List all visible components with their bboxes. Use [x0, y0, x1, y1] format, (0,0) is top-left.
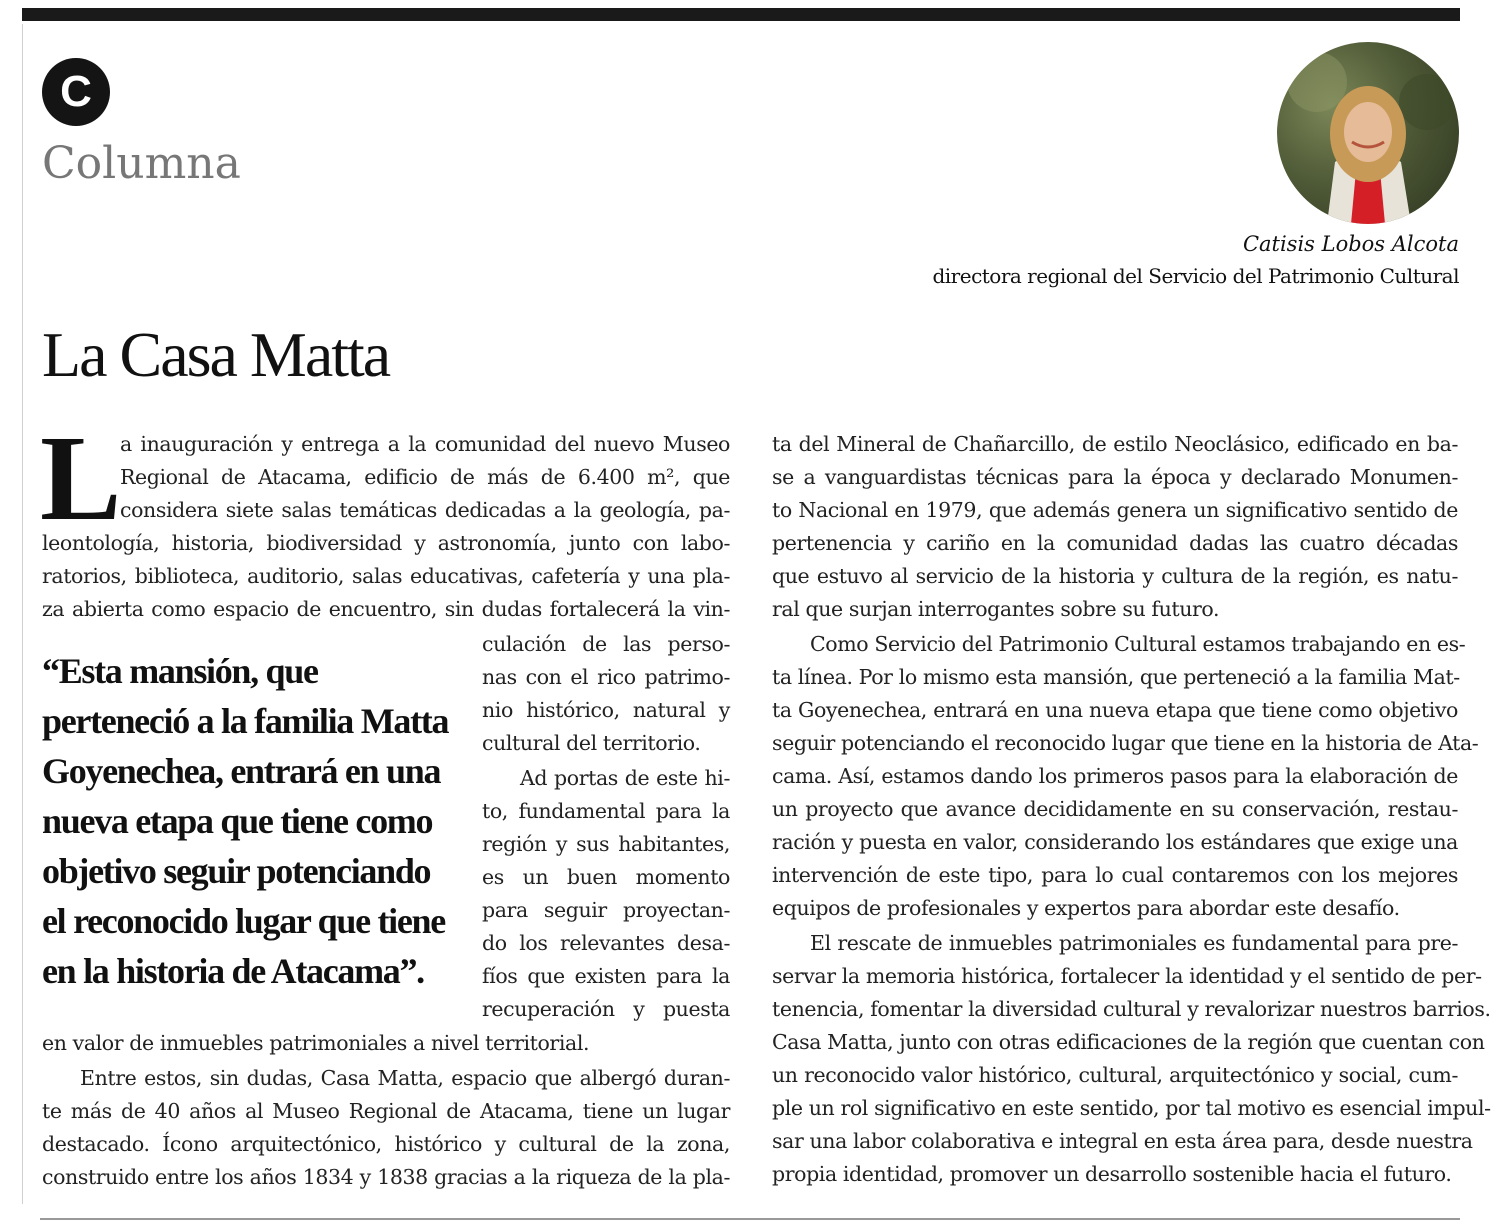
- bottom-rule: [40, 1218, 1460, 1220]
- text-line: cama. Así, estamos dando los primeros pasos para la elaboración de: [772, 764, 1458, 788]
- text-line: Casa Matta, junto con otras edificaciones de la región que cuentan con: [772, 1030, 1485, 1054]
- text-line: destacado. Ícono arquitectónico, histórico y cultural de la zona,: [42, 1132, 730, 1156]
- drop-cap: L: [40, 411, 122, 546]
- pull-quote-line: en la historia de Atacama”.: [42, 951, 424, 991]
- text-line: ta del Mineral de Chañarcillo, de estilo Neoclásico, edificado en ba-: [772, 432, 1458, 456]
- pull-quote-line: perteneció a la familia Matta: [42, 701, 449, 741]
- text-line: ral que surjan interrogantes sobre su futuro.: [772, 597, 1220, 621]
- text-line: ta línea. Por lo mismo esta mansión, que perteneció a la familia Mat-: [772, 665, 1460, 689]
- text-line: construido entre los años 1834 y 1838 gracias a la riqueza de la pla-: [42, 1165, 730, 1189]
- text-line: Como Servicio del Patrimonio Cultural estamos trabajando en es-: [810, 632, 1466, 656]
- text-line: za abierta como espacio de encuentro, sin dudas fortalecerá la vin-: [42, 597, 730, 621]
- text-line: ración y puesta en valor, considerando los estándares que exige una: [772, 830, 1458, 854]
- text-line: to, fundamental para la: [482, 799, 730, 823]
- text-line: fíos que existen para la: [482, 964, 730, 988]
- pull-quote-line: el reconocido lugar que tiene: [42, 901, 445, 941]
- pull-quote-line: nueva etapa que tiene como: [42, 801, 433, 841]
- text-line: culación de las perso-: [482, 632, 730, 656]
- text-line: región y sus habitantes,: [482, 832, 730, 856]
- text-line: pertenencia y cariño en la comunidad dadas las cuatro décadas: [772, 531, 1458, 555]
- text-line: servar la memoria histórica, fortalecer la identidad y el sentido de per-: [772, 964, 1482, 988]
- text-line: ratorios, biblioteca, auditorio, salas educativas, cafetería y una pla-: [42, 564, 730, 588]
- text-line: te más de 40 años al Museo Regional de Atacama, tiene un lugar: [42, 1099, 730, 1123]
- text-line: seguir potenciando el reconocido lugar que tiene en la historia de Ata-: [772, 731, 1479, 755]
- text-line: para seguir proyectan-: [482, 898, 730, 922]
- text-line: es un buen momento: [482, 865, 730, 889]
- text-line: tenencia, fomentar la diversidad cultural y revalorizar nuestros barrios.: [772, 997, 1491, 1021]
- author-name: Catisis Lobos Alcota: [1242, 232, 1459, 256]
- text-line: equipos de profesionales y expertos para abordar este desafío.: [772, 896, 1400, 920]
- text-line: un proyecto que avance decididamente en su conservación, restau-: [772, 797, 1458, 821]
- top-rule: [22, 8, 1460, 21]
- text-line: El rescate de inmuebles patrimoniales es fundamental para pre-: [810, 931, 1458, 955]
- author-photo: [1277, 42, 1459, 224]
- text-line: to Nacional en 1979, que además genera un significativo sentido de: [772, 498, 1458, 522]
- text-line: un reconocido valor histórico, cultural, arquitectónico y social, cum-: [772, 1063, 1458, 1087]
- text-line: considera siete salas temáticas dedicadas a la geología, pa-: [120, 498, 730, 522]
- text-line: sar una labor colaborativa e integral en esta área para, desde nuestra: [772, 1129, 1473, 1153]
- text-line: intervención de este tipo, para lo cual contaremos con los mejores: [772, 863, 1458, 887]
- author-role: directora regional del Servicio del Patrimonio Cultural: [932, 264, 1459, 288]
- text-line: cultural del territorio.: [482, 731, 701, 755]
- text-line: Ad portas de este hi-: [520, 766, 730, 790]
- text-line: a inauguración y entrega a la comunidad del nuevo Museo: [120, 432, 730, 456]
- text-line: que estuvo al servicio de la historia y cultura de la región, es natu-: [772, 564, 1458, 588]
- text-line: do los relevantes desa-: [482, 931, 730, 955]
- text-line: ple un rol significativo en este sentido, por tal motivo es esencial impul-: [772, 1096, 1491, 1120]
- text-line: leontología, historia, biodiversidad y astronomía, junto con labo-: [42, 531, 730, 555]
- text-line: Entre estos, sin dudas, Casa Matta, espacio que albergó duran-: [80, 1066, 730, 1090]
- text-line: nio histórico, natural y: [482, 698, 730, 722]
- pull-quote-line: Goyenechea, entrará en una: [42, 751, 441, 791]
- text-line: Regional de Atacama, edificio de más de 6.400 m², que: [120, 465, 730, 489]
- text-line: en valor de inmuebles patrimoniales a nivel territorial.: [42, 1031, 590, 1055]
- column-badge: C: [42, 58, 110, 126]
- text-line: nas con el rico patrimo-: [482, 665, 730, 689]
- text-line: se a vanguardistas técnicas para la época y declarado Monumen-: [772, 465, 1458, 489]
- headline: La Casa Matta: [42, 319, 390, 390]
- section-label: Columna: [42, 138, 241, 189]
- text-line: ta Goyenechea, entrará en una nueva etapa que tiene como objetivo: [772, 698, 1458, 722]
- text-line: recuperación y puesta: [482, 997, 730, 1021]
- pull-quote-line: objetivo seguir potenciando: [42, 851, 431, 891]
- pull-quote-line: “Esta mansión, que: [42, 651, 318, 691]
- text-line: propia identidad, promover un desarrollo sostenible hacia el futuro.: [772, 1162, 1452, 1186]
- left-rule: [22, 24, 23, 1204]
